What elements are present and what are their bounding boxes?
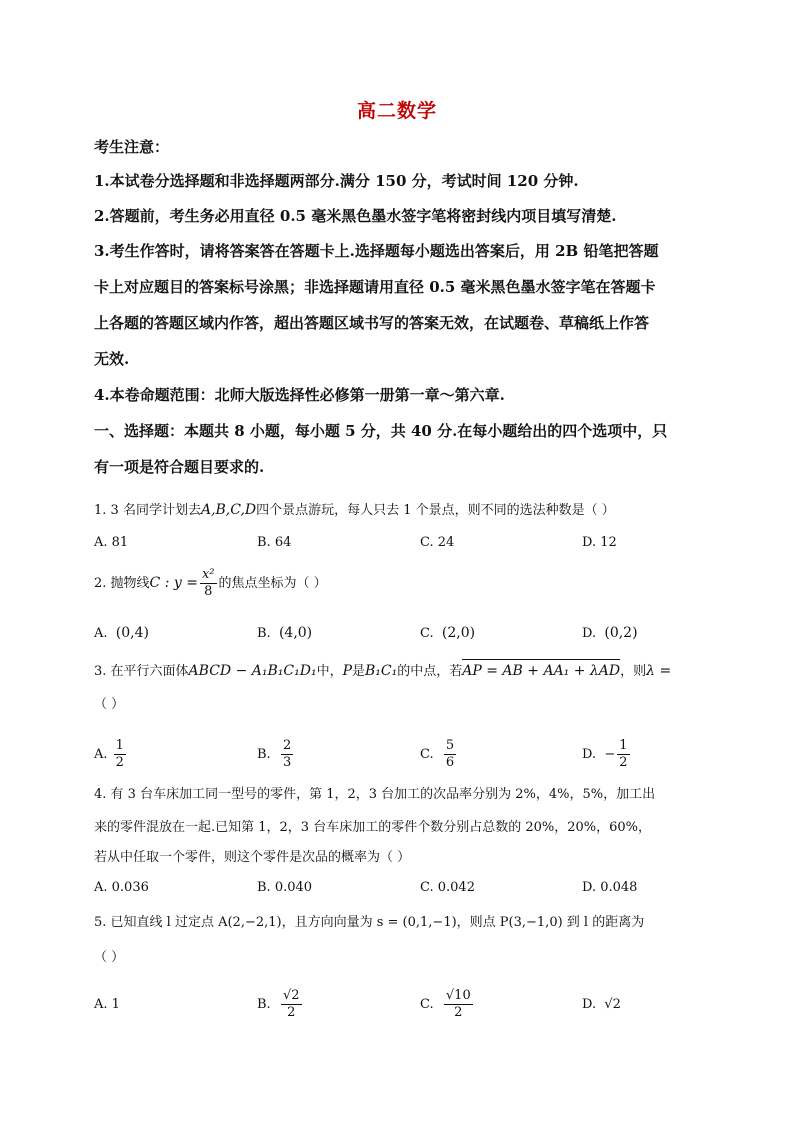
notice-2: 2.答题前，考生务必用直径 0.5 毫米黑色墨水签字笔将密封线内项目填写清楚. (94, 207, 617, 225)
q2-fraction (200, 567, 217, 600)
q3-option-c-den: 6 (445, 755, 455, 770)
q1-option-a: A. 81 (94, 535, 129, 550)
q2-suffix: 的焦点坐标为（ ） (218, 576, 327, 591)
q2-option-b-value: (4,0) (278, 625, 313, 641)
q2-option-c-label: C. (420, 626, 434, 641)
q2-prefix: 2. 抛物线 (94, 576, 150, 591)
q3-mid2: 是 (352, 664, 366, 679)
q5-option-a (94, 995, 120, 1015)
notice-4: 4.本卷命题范围：北师大版选择性必修第一册第一章～第六章. (94, 386, 505, 404)
q2-option-b-label: B. (257, 626, 271, 641)
section-heading-line-1: 一、选择题：本题共 8 小题，每小题 5 分，共 40 分.在每小题给出的四个选项中，只 (94, 422, 668, 440)
q3-option-b-label: B. (257, 747, 271, 762)
q3-point-p: P (342, 663, 352, 679)
q3-option-c-label: C. (420, 747, 434, 762)
notice-3-line-3: 上各题的答题区域内作答，超出答题区域书写的答案无效，在试题卷、草稿纸上作答 (94, 314, 650, 332)
q3-option-d-neg: − (604, 747, 616, 762)
q2-option-a-label: A. (94, 626, 108, 641)
q1-prefix: 1. 3 名同学计划去 (94, 503, 201, 518)
q3-option-c (420, 738, 458, 771)
question-2 (94, 567, 327, 600)
q3-option-a-num: 1 (115, 738, 124, 753)
question-1 (94, 500, 615, 521)
q3-option-b-den: 3 (282, 755, 292, 770)
q4-option-b: B. 0.040 (257, 880, 313, 895)
q2-option-d-value: (0,2) (604, 625, 638, 641)
notice-heading: 考生注意： (94, 138, 170, 156)
question-4-line-2: 来的零件混放在一起.已知第 1，2，3 台车床加工的零件个数分别占总数的 20%，20%，60%， (94, 820, 652, 835)
notice-3-line-4: 无效. (94, 350, 130, 368)
q4-option-c: C. 0.042 (420, 880, 475, 895)
q2-option-c (420, 623, 475, 644)
q3-option-d-fraction (617, 738, 629, 771)
q3-option-b-fraction (281, 738, 293, 771)
q1-math: A,B,C,D (200, 502, 257, 518)
q3-solid: ABCD − A₁B₁C₁D₁ (188, 663, 317, 679)
q2-numerator: x² (201, 567, 215, 582)
q3-segment: B₁C₁ (365, 663, 398, 679)
section-heading-line-2: 有一项是符合题目要求的. (94, 458, 265, 476)
q3-lambda: λ = (646, 663, 672, 679)
q3-mid: 中， (316, 664, 343, 679)
q3-option-d-num: 1 (619, 738, 628, 753)
question-4-line-1: 4. 有 3 台车床加工同一型号的零件，第 1，2，3 台加工的次品率分别为 2%，4%，5%，加工出 (94, 787, 656, 802)
q3-option-a (94, 738, 128, 771)
page-title: 高二数学 (356, 100, 437, 122)
q1-option-c: C. 24 (420, 535, 455, 550)
question-5-line-1: 5. 已知直线 l 过定点 A(2,−2,1)，且方向向量为 s = (0,1,−1)，则点 P(3,−1,0) 到 l 的距离为 (94, 915, 645, 930)
q4-option-a: A. 0.036 (94, 880, 149, 895)
question-3 (94, 661, 671, 682)
q5-option-b-fraction (281, 988, 302, 1021)
q3-suffix: ，则 (620, 664, 647, 679)
q3-vector-equation: AP = AB + AA₁ + λAD (462, 663, 621, 679)
notice-1: 1.本试卷分选择题和非选择题两部分.满分 150 分，考试时间 120 分钟. (94, 172, 579, 190)
q5-option-a-label: A. (94, 997, 108, 1012)
q5-option-a-value: 1 (111, 997, 120, 1012)
q2-math-lhs: C : y = (149, 575, 198, 591)
q3-option-d-label: D. (582, 747, 597, 762)
q1-suffix: 四个景点游玩，每人只去 1 个景点，则不同的选法种数是（ ） (256, 503, 615, 518)
q5-option-b-label: B. (257, 997, 271, 1012)
q3-option-b (257, 738, 295, 771)
q5-option-b-num: √2 (282, 988, 300, 1003)
q1-option-d: D. 12 (582, 535, 617, 550)
q5-option-d (582, 995, 621, 1015)
q2-denominator: 8 (204, 584, 213, 599)
q2-option-d (582, 623, 638, 644)
q3-option-d-den: 2 (619, 755, 628, 770)
q5-option-c (420, 988, 475, 1021)
q5-option-b-den: 2 (287, 1005, 296, 1020)
q2-option-c-value: (2,0) (441, 625, 476, 641)
q5-option-d-value: √2 (604, 997, 621, 1012)
q3-paren: （ ） (94, 697, 125, 712)
q3-option-c-fraction (444, 738, 456, 771)
q2-option-d-label: D. (582, 626, 597, 641)
q5-option-c-num: √10 (445, 988, 471, 1003)
q2-option-a (94, 623, 149, 644)
q3-option-a-label: A. (94, 747, 108, 762)
q4-option-d: D. 0.048 (582, 880, 638, 895)
notice-3-line-1: 3.考生作答时，请将答案答在答题卡上.选择题每小题选出答案后，用 2B 铅笔把答题 (94, 242, 659, 260)
q5-option-c-den: 2 (454, 1005, 463, 1020)
q1-option-b: B. 64 (257, 535, 292, 550)
q3-option-b-num: 2 (282, 738, 292, 753)
q2-option-a-value: (0,4) (115, 625, 149, 641)
notice-3-line-2: 卡上对应题目的答案标号涂黑；非选择题请用直径 0.5 毫米黑色墨水签字笔在答题卡 (94, 278, 656, 296)
q3-option-d (582, 738, 632, 771)
q5-option-c-fraction (444, 988, 473, 1021)
q3-option-a-fraction (114, 738, 126, 771)
q5-option-c-label: C. (420, 997, 434, 1012)
q5-paren: （ ） (94, 950, 125, 965)
q3-mid3: 的中点，若 (397, 664, 463, 679)
q3-option-c-num: 5 (445, 738, 455, 753)
question-4-line-3: 若从中任取一个零件，则这个零件是次品的概率为（ ） (94, 850, 411, 865)
q3-prefix: 3. 在平行六面体 (94, 664, 189, 679)
q5-option-d-label: D. (582, 997, 597, 1012)
q2-option-b (257, 623, 312, 644)
q5-option-b (257, 988, 304, 1021)
q3-option-a-den: 2 (115, 755, 124, 770)
